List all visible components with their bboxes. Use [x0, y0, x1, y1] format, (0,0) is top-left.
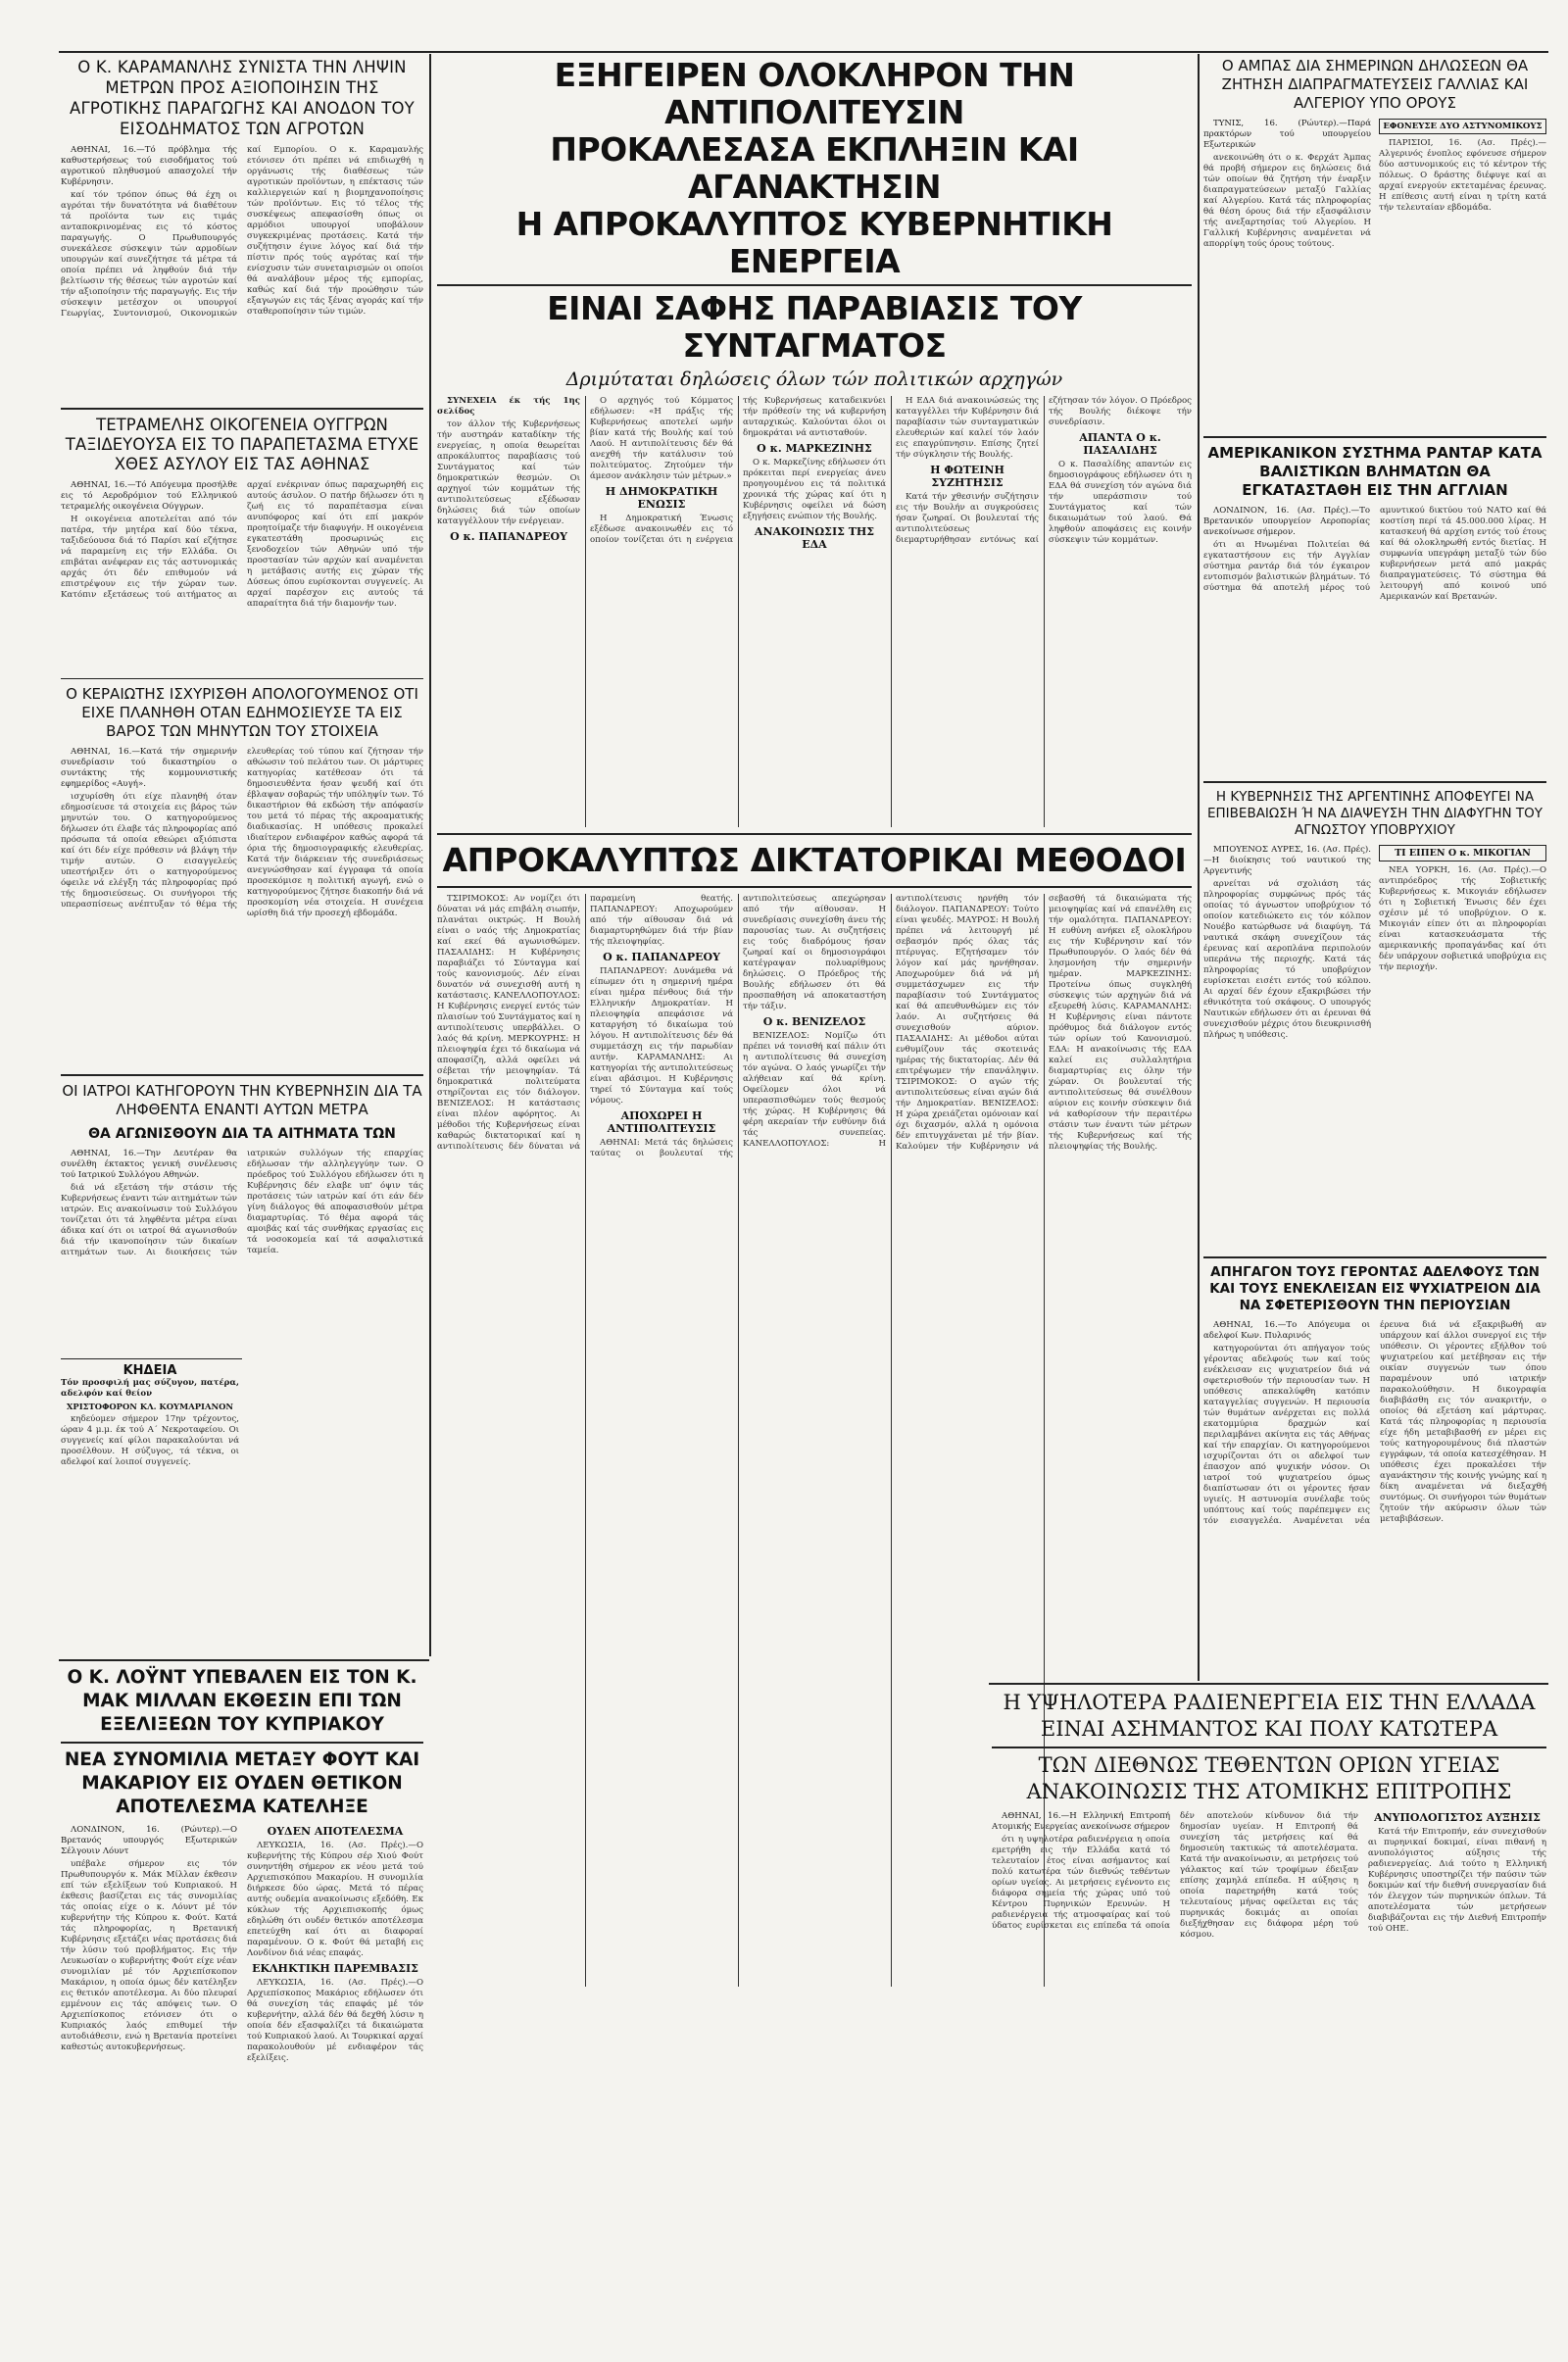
banner-rule	[437, 284, 1192, 286]
body-text: τον άλλον τής Κυβερνήσεως τήν αυστηράν καταδίκην τής ενεργείας, η οποία θεωρείται απροκάλυπτος παραβίασις τού Συντάγματος καί τών δημοκρατικών θεσμών. Οι αρχηγοί τών κομμάτων τής αντιπολιτεύσεως εξέδωσαν δηλώσεις διά τών οποίων καταγγέλλουν τήν ενέργειαν.	[437, 419, 580, 526]
divider	[437, 833, 1192, 835]
article-keraiotis	[61, 685, 423, 1068]
dateline-abbas: ΤΥΝΙΣ, 16. (Ρώυτερ).—Παρά πρακτόρων τού υπουργείου Εξωτερικών	[1203, 119, 1371, 150]
divider	[61, 408, 423, 410]
divider	[437, 886, 1192, 888]
box-mikoyan	[1379, 845, 1546, 861]
article-abbas	[1203, 57, 1546, 430]
headline-cyprus-1: Ο Κ. ΛΟΫΝΤ ΥΠΕΒΑΛΕΝ ΕΙΣ ΤΟΝ Κ. ΜΑΚ ΜΙΛΛΑΝ ΕΚΘΕΣΙΝ ΕΠΙ ΤΩΝ ΕΞΕΛΙΞΕΩΝ ΤΟΥ ΚΥΠΡΙΑΚΟΥ	[67, 1667, 417, 1735]
banner-subtitle: Δριμύταται δηλώσεις όλων τών πολιτικών αρχηγών	[565, 369, 1063, 390]
section-eklektiki: ΕΚΛΗΚΤΙΚΗ ΠΑΡΕΜΒΑΣΙΣ	[252, 1961, 418, 1975]
banner-line-1: ΕΞΗΓΕΙΡΕΝ ΟΛΟΚΛΗΡΟΝ ΤΗΝ ΑΝΤΙΠΟΛΙΤΕΥΣΙΝ	[554, 56, 1075, 131]
banner-line-2: ΠΡΟΚΑΛΕΣΑΣΑ ΕΚΠΛΗΞΙΝ ΚΑΙ ΑΓΑΝΑΚΤΗΣΙΝ	[550, 130, 1079, 206]
headline-brothers: ΑΠΗΓΑΓΟΝ ΤΟΥΣ ΓΕΡΟΝΤΑΣ ΑΔΕΛΦΟΥΣ ΤΩΝ ΚΑΙ ΤΟΥΣ ΕΝΕΚΛΕΙΣΑΝ ΕΙΣ ΨΥΧΙΑΤΡΕΙΟΝ ΔΙΑ ΝΑ ΣΦΕΤΕΡΙΣΘΟΥΝ ΤΗΝ ΠΕΡΙΟΥΣΙΑΝ	[1209, 1264, 1541, 1313]
body-text: κηδεύομεν σήμερον 17ην τρέχοντος, ώραν 4 μ.μ. έκ τού Α΄ Νεκροταφείου. Οι συγγενείς καί φίλοι παρακαλούνται νά προσέλθουν. Η σύζυγος, τά τέκνα, οι αδελφοί καί λοιποί συγγενείς.	[61, 1414, 239, 1467]
section-auxisis: ΑΝΥΠΟΛΟΓΙΣΤΟΣ ΑΥΞΗΣΙΣ	[1374, 1810, 1541, 1824]
headline-keraiotis: Ο ΚΕΡΑΙΩΤΗΣ ΙΣΧΥΡΙΣΘΗ ΑΠΟΛΟΓΟΥΜΕΝΟΣ ΟΤΙ ΕΙΧΕ ΠΛΑΝΗΘΗ ΟΤΑΝ ΕΔΗΜΟΣΙΕΥΣΕ ΤΑ ΕΙΣ ΒΑΡΟΣ ΤΩΝ ΜΗΝΥΤΩΝ ΤΟΥ ΣΤΟΙΧΕΙΑ	[66, 685, 418, 740]
body-text: αρνείται νά σχολιάση τάς πληροφορίας συμφώνως πρός τάς οποίας τό άγνωστον υποβρύχιον τό οποίον κατεδιώκετο εις τόν κόλπον Νουέβο κατώρθωσε νά διαφύγη. Τά ναυτικά σκάφη συνεχίζουν τάς έρευνας καί αεροπλάνα περιπολούν υπεράνω τής περιοχής. Κατά τάς πληροφορίας τό υποβρύχιον ευρίσκεται εισέτι εντός τού κόλπου. Αι αρχαί δέν έχουν εξακριβώσει τήν εθνικότητα τού σκάφους. Ο υπουργός Ναυτικών εδήλωσεν ότι αι έρευναι θά συνεχισθούν μέχρις ότου διευκρινισθή πλήρως η υπόθεσις.	[1203, 879, 1371, 1040]
subhead-doctors: ΘΑ ΑΓΩΝΙΣΘΟΥΝ ΔΙΑ ΤΑ ΑΙΤΗΜΑΤΑ ΤΩΝ	[88, 1125, 396, 1142]
section-papandreou: Ο κ. ΠΑΠΑΝΔΡΕΟΥ	[450, 530, 567, 543]
headline-radio-2: ΤΩΝ ΔΙΕΘΝΩΣ ΤΕΘΕΝΤΩΝ ΟΡΙΩΝ ΥΓΕΙΑΣ ΑΝΑΚΟΙΝΩΣΙΣ ΤΗΣ ΑΤΟΜΙΚΗΣ ΕΠΙΤΡΟΠΗΣ	[1026, 1752, 1512, 1803]
cyprus-article	[61, 1666, 423, 2362]
body-text: ότι η υψηλοτέρα ραδιενέργεια η οποία εμετρήθη εις τήν Ελλάδα κατά τό τελευταίον έτος είναι ασήμαντος καί πολύ κατωτέρα τών διεθνώς τεθέντων ορίων υγείας. Αι μετρήσεις εγένοντο εις διάφορα σημεία τής χώρας υπό τού Κέντρου Πυρηνικών Ερευνών. Η ραδιενέργεια τής ατμοσφαίρας καί τού ύδατος ευρίσκεται εις επίπεδα τά οποία δέν αποτελούν κίνδυνον διά τήν δημοσίαν υγείαν. Η Επιτροπή θά συνεχίση τάς μετρήσεις καί θά δημοσιεύη τακτικώς τά αποτελέσματα. Κατά τήν ανακοίνωσιν, αι μετρήσεις τού γάλακτος καί τών τροφίμων έδειξαν επίσης χαμηλά επίπεδα. Η αύξησις η οποία παρετηρήθη κατά τούς τελευταίους μήνας οφείλεται εις τάς πυρηνικάς δοκιμάς αι οποίαι διεξήχθησαν εις διάφορα μέρη τού κόσμου.	[992, 1810, 1358, 1940]
box-title-mikoyan: ΤΙ ΕΙΠΕΝ Ο κ. ΜΙΚΟΓΙΑΝ	[1395, 848, 1531, 859]
divider	[59, 1659, 429, 1661]
body-text: ισχυρίσθη ότι είχε πλανηθή όταν εδημοσίευσε τά στοιχεία εις βάρος τών μηνυτών του. Ο κατηγορούμενος δήλωσεν ότι έλαβε τάς πληροφορίας από πρόσωπα τά οποία εθεώρει αξιόπιστα καί ότι δέν είχε πρόθεσιν νά βλάψη τήν τιμήν αυτών. Ο εισαγγελεύς υπεστήριξεν ότι ο κατηγορούμενος όφειλε νά ελέγξη τάς πληροφορίας πρό τής δημοσιεύσεως. Οι συνήγοροι τής υπερασπίσεως ανέπτυξαν τό θέμα τής ελευθερίας τού τύπου καί ζήτησαν τήν αθώωσιν τού πελάτου των. Οι μάρτυρες κατηγορίας κατέθεσαν ότι τά δημοσιευθέντα ήσαν ψευδή καί ότι έβλαψαν σοβαρώς τήν υπόληψίν των. Τό δικαστήριον θά εκδώση τήν απόφασίν του μετά τό πέρας τής ακροαματικής διαδικασίας. Η υπόθεσις προκαλεί ιδιαίτερον ενδιαφέρον καθώς αφορά τά όρια τής δημοσιογραφικής ελευθερίας. Κατά τήν διάρκειαν τής συνεδριάσεως ανεγνώσθησαν καί έγγραφα τά οποία προσεκόμισε η πολιτική αγωγή, ενώ ο κατηγορούμενος ζήτησε διακοπήν διά νά προσκομίση νέα στοιχεία. Η συνέχεια ωρίσθη διά τήν προσεχή εβδομάδα.	[61, 747, 423, 918]
section-dim-enosis: Η ΔΗΜΟΚΡΑΤΙΚΗ ΕΝΩΣΙΣ	[605, 485, 718, 511]
body-text: Κατά τήν χθεσινήν συζήτησιν εις τήν Βουλήν αι συγκρούσεις ήσαν ζωηραί. Οι βουλευταί τής αντιπολιτεύσεως διεμαρτυρήθησαν εντόνως καί εζήτησαν τόν λόγον. Ο Πρόεδρος τής Βουλής διέκοψε τήν συνεδρίασιν.	[896, 396, 1192, 545]
headline-doctors: ΟΙ ΙΑΤΡΟΙ ΚΑΤΗΓΟΡΟΥΝ ΤΗΝ ΚΥΒΕΡΝΗΣΙΝ ΔΙΑ ΤΑ ΛΗΦΘΕΝΤΑ ΕΝΑΝΤΙ ΑΥΤΩΝ ΜΕΤΡΑ	[62, 1081, 422, 1118]
section-apoxorei: ΑΠΟΧΩΡΕΙ Η ΑΝΤΙΠΟΛΙΤΕΥΣΙΣ	[607, 1109, 716, 1135]
dateline-karamanlis: ΑΘΗΝΑΙ, 16.—Τό πρόβλημα τής καθυστερήσεως τού εισοδήματος τού αγροτικού πληθυσμού απασχολεί τήν Κυβέρνησιν.	[61, 145, 237, 187]
banner-story-columns	[437, 396, 1192, 827]
right-column	[1203, 57, 1546, 1832]
body-text: ΑΘΗΝΑΙ: Μετά τάς δηλώσεις ταύτας οι βουλευταί τής αντιπολιτεύσεως απεχώρησαν από τήν αίθουσαν. Η συνεδρίασις συνεχίσθη άνευ τής παρουσίας των. Αι συζητήσεις εις τούς διαδρόμους ήσαν ζωηραί καί οι δημοσιογράφοι κατέγραψαν πολυαρίθμους δηλώσεις. Ο Πρόεδρος τής Βουλής εδήλωσεν ότι θά προσπαθήση νά αποκαταστήση τήν τάξιν.	[590, 894, 886, 1158]
divider	[61, 1358, 242, 1360]
dateline-radio: ΑΘΗΝΑΙ, 16.—Η Ελληνική Επιτροπή Ατομικής Ενεργείας ανεκοίνωσε σήμερον	[992, 1810, 1170, 1832]
divider	[61, 678, 423, 680]
divider	[1203, 436, 1546, 438]
body-text: Η ΕΔΑ διά ανακοινώσεώς της καταγγέλλει τήν Κυβέρνησιν διά παραβίασιν τών συνταγματικών ελευθεριών καί καλεί τόν λαόν εις επαγρύπνησιν. Επίσης ζητεί τήν σύγκλησιν τής Βουλής.	[896, 396, 1039, 460]
section-eda: ΑΝΑΚΟΙΝΩΣΙΣ ΤΗΣ ΕΔΑ	[754, 525, 875, 551]
article-doctors	[61, 1082, 423, 1354]
divider	[1203, 781, 1546, 783]
body-text: Κατά τήν Επιτροπήν, εάν συνεχισθούν αι πυρηνικαί δοκιμαί, είναι πιθανή η ανυπολόγιστος αύξησις τής ραδιενεργείας. Διά τούτο η Ελληνική Κυβέρνησις υποστηρίζει τήν παύσιν τών δοκιμών καί τήν διεθνή συνεργασίαν διά τόν έλεγχον τών πυρηνικών όπλων. Τά αποτελέσματα τών μετρήσεων διαβιβάζονται εις τήν Διεθνή Επιτροπήν τού ΟΗΕ.	[1368, 1826, 1546, 1934]
box-astynomikoi	[1379, 119, 1546, 134]
body-text: ΠΑΡΙΣΙΟΙ, 16. (Ασ. Πρές).—Αλγερινός ένοπλος εφόνευσε σήμερον δύο αστυνομικούς εις τό κέντρον τής πόλεως. Ο δράστης διέφυγε καί αι αρχαί ενεργούν εκτεταμένας έρευνας. Η επίθεσις αυτή είναι η τρίτη κατά τήν τελευταίαν εβδομάδα.	[1379, 138, 1546, 213]
dateline-brothers: ΑΘΗΝΑΙ, 16.—Το Απόγευμα οι αδελφοί Κων. Πυλαρινός	[1203, 1320, 1370, 1341]
banner-line-4: ΕΙΝΑΙ ΣΑΦΗΣ ΠΑΡΑΒΙΑΣΙΣ ΤΟΥ ΣΥΝΤΑΓΜΑΤΟΣ	[547, 289, 1082, 365]
body-text: ΛΕΥΚΩΣΙΑ, 16. (Ασ. Πρές).—Ο Αρχιεπίσκοπος Μακάριος εδήλωσεν ότι θά συνεχίση τάς επαφάς μέ τόν κυβερνήτην, αλλά δέν θά δεχθή λύσιν η οποία δέν εξασφαλίζει τά δικαιώματα τού Κυπριακού λαού. Αι Τουρκικαί αρχαί παρακολουθούν μέ ενδιαφέρον τάς εξελίξεις.	[247, 1977, 423, 2063]
column-rule-left	[429, 54, 431, 1656]
divider	[989, 1683, 1548, 1685]
body-text: Ο αρχηγός τού Κόμματος εδήλωσεν: «Η πράξις τής Κυβερνήσεως αποτελεί ωμήν βίαν κατά τής Βουλής καί τού Λαού. Η αντιπολίτευσις δέν θά ανεχθή τήν κατάλυσιν τού πολιτεύματος. Ζητούμεν τήν άμεσον ανάκλησιν τών μέτρων.»	[590, 396, 733, 481]
body-text: ανεκοινώθη ότι ο κ. Φερχάτ Άμπας θά προβή σήμερον εις δηλώσεις διά τών οποίων θά ζητήση τήν έναρξιν διαπραγματεύσεων μεταξύ Γαλλίας καί Αλγερίου. Κατά τάς πληροφορίας θά θέση όρους διά τήν εξασφάλισιν τής ανεξαρτησίας τού Αλγερίου. Η Γαλλική Κυβέρνησις αναμένεται νά απορρίψη τούς όρους τούτους.	[1203, 153, 1371, 249]
article-karamanlis	[61, 57, 423, 402]
column-rule-right	[1198, 54, 1200, 1681]
dateline-keraiotis: ΑΘΗΝΑΙ, 16.—Κατά τήν σημερινήν συνεδρίασιν τού δικαστηρίου ο συντάκτης τής κομμουνιστικής εφημερίδος «Αυγή».	[61, 747, 237, 789]
story-lead: ΣΥΝΕΧΕΙΑ έκ τής 1ης σελίδος	[437, 396, 580, 417]
body-text: κατηγορούνται ότι απήγαγον τούς γέροντας αδελφούς των καί τούς ενέκλεισαν εις ψυχιατρείον διά νά σφετερισθούν τήν περιουσίαν των. Η υπόθεσις απεκαλύφθη κατόπιν καταγγελίας συγγενών. Η περιουσία τών θυμάτων ανέρχεται εις πολλά εκατομμύρια δραχμών καί περιλαμβάνει ακίνητα εις τάς Αθήνας καί τήν επαρχίαν. Οι κατηγορούμενοι ισχυρίζονται ότι οι αδελφοί των έπασχον από ψυχικήν νόσον. Οι ιατροί τού ψυχιατρείου όμως διαπίστωσαν ότι οι γέροντες ήσαν υγιείς. Η αστυνομία συνέλαβε τούς υπόπτους καί τούς παρέπεμψεν εις τόν εισαγγελέα. Αναμένεται νέα έρευνα διά νά εξακριβωθή αν υπάρχουν καί άλλοι συνεργοί εις τήν υπόθεσιν. Οι γέροντες εξήλθον τού ψυχιατρείου καί μετέβησαν εις τήν οικίαν συγγενών των όπου παραμένουν υπό ιατρικήν παρακολούθησιν. Η δικογραφία διαβιβάσθη εις τόν ανακριτήν, ο οποίος θά εξετάση καί μάρτυρας. Κατά τάς πληροφορίας η περιουσία είχε ήδη μεταβιβασθή εν μέρει εις τούς κατηγορουμένους διά πλαστών εγγράφων, τά οποία κατεσχέθησαν. Η υπόθεσις έχει προκαλέσει τήν αγανάκτησιν τής κοινής γνώμης καί η δίκη αναμένεται νά διεξαχθή συντόμως. Οι συνήγοροι τών θυμάτων ζητούν τήν ακύρωσιν όλων τών μεταβιβάσεων.	[1203, 1320, 1546, 1526]
radioactivity-article	[992, 1690, 1546, 2329]
dateline-radar: ΛΟΝΔΙΝΟΝ, 16. (Ασ. Πρές).—Το Βρετανικόν υπουργείον Αεροπορίας ανεκοίνωσε σήμερον.	[1203, 506, 1370, 537]
headline-radio-1: Η ΥΨΗΛΟΤΕΡΑ ΡΑΔΙΕΝΕΡΓΕΙΑ ΕΙΣ ΤΗΝ ΕΛΛΑΔΑ ΕΙΝΑΙ ΑΣΗΜΑΝΤΟΣ ΚΑΙ ΠΟΛΥ ΚΑΤΩΤΕΡΑ	[1003, 1691, 1536, 1741]
section-syzitisis: Η ΦΩΤΕΙΝΗ ΣΥΖΗΤΗΣΙΣ	[930, 464, 1004, 489]
divider	[992, 1747, 1546, 1748]
box-title-astynomikoi: ΕΦΟΝΕΥΣΕ ΔΥΟ ΑΣΤΥΝΟΜΙΚΟΥΣ	[1383, 122, 1543, 131]
dateline-doctors: ΑΘΗΝΑΙ, 16.—Την Δευτέραν θα συνέλθη έκτακτος γενική συνέλευσις τού Ιατρικού Συλλόγου Αθηνών.	[61, 1148, 237, 1180]
headline-argentina: Η ΚΥΒΕΡΝΗΣΙΣ ΤΗΣ ΑΡΓΕΝΤΙΝΗΣ ΑΠΟΦΕΥΓΕΙ ΝΑ ΕΠΙΒΕΒΑΙΩΣΗ Ή ΝΑ ΔΙΑΨΕΥΣΗ ΤΗΝ ΔΙΑΦΥΓΗΝ ΤΟΥ ΑΓΝΩΣΤΟΥ ΥΠΟΒΡΥΧΙΟΥ	[1206, 789, 1543, 838]
article-argentina	[1203, 789, 1546, 1251]
headline-karamanlis: Ο Κ. ΚΑΡΑΜΑΝΛΗΣ ΣΥΝΙΣΤΑ ΤΗΝ ΛΗΨΙΝ ΜΕΤΡΩΝ ΠΡΟΣ ΑΞΙΟΠΟΙΗΣΙΝ ΤΗΣ ΑΓΡΟΤΙΚΗΣ ΠΑΡΑΓΩΓΗΣ ΚΑΙ ΑΝΟΔΟΝ ΤΟΥ ΕΙΣΟΔΗΜΑΤΟΣ ΤΩΝ ΑΓΡΟΤΩΝ	[70, 58, 415, 138]
banner-line-3: Η ΑΠΡΟΚΑΛΥΠΤΟΣ ΚΥΒΕΡΝΗΤΙΚΗ ΕΝΕΡΓΕΙΑ	[515, 205, 1113, 280]
body-text: καί τόν τρόπον όπως θά έχη οι αγρόται τήν δυνατότητα νά διαθέτουν τά προϊόντα των εις τιμάς ανταποκρινομένας εις τό κόστος παραγωγής. Ο Πρωθυπουργός συνεκάλεσε σύσκεψιν τών αρμοδίων υπουργών καί συνεζήτησε τά μέτρα τά οποία πρέπει νά ληφθούν διά τήν βελτίωσιν τής θέσεως τών αγροτών καί τήν αξιοποίησιν τής παραγωγής. Εις τήν σύσκεψιν μετέσχον οι υπουργοί Γεωργίας, Συντονισμού, Οικονομικών καί Εμπορίου. Ο κ. Καραμανλής ετόνισεν ότι πρέπει νά επιδιωχθή η οργάνωσις τής διαθέσεως τών αγροτικών προϊόντων, η επέκτασις τών καλλιεργειών καί η βιομηχανοποίησις τών προϊόντων. Εις τό τέλος τής συσκέψεως απεφασίσθη όπως οι αρμόδιοι υπουργοί υποβάλουν συγκεκριμένας προτάσεις. Κατά τήν συζήτησιν έγινε λόγος καί διά τήν πίστιν πρός τούς αγρότας καί τήν ενίσχυσιν τών συνεταιρισμών οι οποίοι θά αναλάβουν μέρος τής εμπορίας, καθώς καί διά τήν προώθησιν τών εξαγωγών εις τάς ξένας αγοράς καί τήν σταθεροποίησιν τών τιμών.	[61, 145, 423, 319]
section-venizelos: Ο κ. ΒΕΝΙΖΕΛΟΣ	[762, 1015, 866, 1028]
body-text: διά νά εξετάση τήν στάσιν τής Κυβερνήσεως έναντι τών αιτημάτων τών ιατρών. Εις ανακοίνωσιν τού Συλλόγου τονίζεται ότι τά ληφθέντα μέτρα είναι άδικα καί ότι οι ιατροί θά αγωνισθούν διά τήν ικανοποίησιν τών δικαίων αιτημάτων των. Αι διοικήσεις τών ιατρικών συλλόγων τής επαρχίας εδήλωσαν τήν αλληλεγγύην των. Ο πρόεδρος τού Συλλόγου εδήλωσεν ότι η Κυβέρνησις δέν ελαβε υπ' όψιν τάς προτάσεις τών ιατρών καί ότι εάν δέν γίνη διάλογος θά αποφασισθούν μέτρα διαμαρτυρίας. Τό θέμα αφορά τάς αμοιβάς καί τάς συνθήκας εργασίας εις τά νοσοκομεία καί τά ασφαλιστικά ταμεία.	[61, 1148, 423, 1257]
divider	[61, 1074, 423, 1076]
body-text: ΠΑΠΑΝΔΡΕΟΥ: Δυνάμεθα νά είπωμεν ότι η σημερινή ημέρα είναι ημέρα πένθους διά τήν Ελληνικήν Δημοκρατίαν. Η πλειοψηφία απεφάσισε νά καταργήση τό δικαίωμα τού λόγου. Η αντιπολίτευσις δέν θά συμμετάσχη εις τήν παρωδίαν αυτήν. ΚΑΡΑΜΑΝΛΗΣ: Αι κατηγορίαι τής αντιπολιτεύσεως είναι αβάσιμοι. Η Κυβέρνησις τηρεί τό Σύνταγμα καί τούς νόμους.	[590, 966, 733, 1106]
headline-hungarians: ΤΕΤΡΑΜΕΛΗΣ ΟΙΚΟΓΕΝΕΙΑ ΟΥΓΓΡΩΝ ΤΑΞΙΔΕΥΟΥΣΑ ΕΙΣ ΤΟ ΠΑΡΑΠΕΤΑΣΜΑ ΕΤΥΧΕ ΧΘΕΣ ΑΣΥΛΟΥ ΕΙΣ ΤΑΣ ΑΘΗΝΑΣ	[65, 415, 419, 473]
body-text: Η Δημοκρατική Ένωσις εξέδωσε ανακοινωθέν εις τό οποίον τονίζεται ότι η ενέργεια τής Κυβερνήσεως καταδεικνύει τήν πρόθεσίν της νά κυβερνήση αυταρχικώς. Καλούνται όλοι οι δημοκράται νά αντισταθούν.	[590, 396, 886, 545]
body-text: ΤΣΙΡΙΜΟΚΟΣ: Αν νομίζει ότι δύναται νά μάς επιβάλη σιωπήν, πλανάται οικτρώς. Η Βουλή είναι ο ναός τής Δημοκρατίας καί εκεί θά αγωνισθώμεν. ΠΑΣΑΛΙΔΗΣ: Η Κυβέρνησις παραβιάζει τό Σύνταγμα καί τούς κανονισμούς. Δέν είναι δυνατόν νά συνεχισθή αυτή η κατάστασις. ΚΑΝΕΛΛΟΠΟΥΛΟΣ: Η Κυβέρνησις ενεργεί εντός τών πλαισίων τού Συντάγματος καί η αντιπολίτευσις υπερβάλλει. Ο λαός θά κρίνη. ΜΕΡΚΟΥΡΗΣ: Η πλειοψηφία έχει τό δικαίωμα νά αποφασίζη, αλλά οφείλει νά σέβεται τήν μειοψηφίαν. Τά δημοκρατικά πολιτεύματα στηρίζονται εις τόν διάλογον. ΒΕΝΙΖΕΛΟΣ: Η κατάστασις είναι πλέον αφόρητος. Αι μέθοδοι τής Κυβερνήσεως είναι καθαρώς δικτατορικαί καί η αντιπολίτευσις δέν δύναται νά παραμείνη θεατής. ΠΑΠΑΝΔΡΕΟΥ: Αποχωρούμεν από τήν αίθουσαν διά νά διαμαρτυρηθώμεν διά τήν βίαν τής πλειοψηφίας.	[437, 894, 733, 1152]
second-banner: ΑΠΡΟΚΑΛΥΠΤΩΣ ΔΙΚΤΑΤΟΡΙΚΑΙ ΜΕΘΟΔΟΙ	[442, 841, 1187, 879]
body-text: ΝΕΑ ΥΟΡΚΗ, 16. (Ασ. Πρές).—Ο αντιπρόεδρος τής Σοβιετικής Κυβερνήσεως κ. Μικογιάν εδήλωσεν ότι η Σοβιετική Ένωσις δέν έχει σχέσιν μέ τό υποβρύχιον. Ο κ. Μικογιάν είπεν ότι αι πληροφορίαι είναι κατασκευάσματα τής αμερικανικής προπαγάνδας καί ότι δέν υπάρχουν σοβιετικά υποβρύχια εις τήν περιοχήν.	[1379, 865, 1546, 972]
notice-lead: Τόν προσφιλή μας σύζυγον, πατέρα, αδελφόν καί θείον	[61, 1378, 239, 1399]
dateline-hungarians: ΑΘΗΝΑΙ, 16.—Τό Απόγευμα προσήλθε εις τό Αεροδρόμιον τού Ελληνικού τετραμελής οικογένεια Ούγγρων.	[61, 479, 237, 512]
notice-title: ΚΗΔΕΙΑ	[122, 1363, 177, 1378]
main-banner	[437, 57, 1192, 390]
headline-radar: ΑΜΕΡΙΚΑΝΙΚΟΝ ΣΥΣΤΗΜΑ ΡΑΝΤΑΡ ΚΑΤΑ ΒΑΛΙΣΤΙΚΩΝ ΒΛΗΜΑΤΩΝ ΘΑ ΕΓΚΑΤΑΣΤΑΘΗ ΕΙΣ ΤΗΝ ΑΓΓΛΙΑΝ	[1207, 444, 1543, 499]
body-text: Ο κ. Πασαλίδης απαντών εις δημοσιογράφους εδήλωσεν ότι η ΕΔΑ θά συνεχίση τόν αγώνα διά τήν υπεράσπισιν τού Συντάγματος καί τών δικαιωμάτων τού λαού. Θά ληφθούν αποφάσεις εις κοινήν σύσκεψιν τών κομμάτων.	[1049, 460, 1192, 545]
body-text: Ο κ. Μαρκεζίνης εδήλωσεν ότι πρόκειται περί ενεργείας άνευ προηγουμένου εις τά πολιτικά χρονικά τής χώρας καί ότι η Κυβέρνησις οφείλει νά δώση εξηγήσεις ενώπιον τής Βουλής.	[743, 458, 886, 521]
body-text: ότι αι Ηνωμέναι Πολιτείαι θά εγκαταστήσουν εις τήν Αγγλίαν σύστημα ραντάρ διά τόν έγκαιρον εντοπισμόν βαλιστικών βλημάτων. Τό σύστημα θά αποτελή μέρος τού αμυντικού δικτύου τού ΝΑΤΟ καί θά κοστίση περί τά 45.000.000 λίρας. Η κατασκευή θά αρχίση εντός τού έτους καί θά ολοκληρωθή εντός διετίας. Η συμφωνία υπεγράφη μεταξύ τών δύο κυβερνήσεων μετά από μακράς διαπραγματεύσεις. Τό σύστημα θά λειτουργή από κοινού υπό Αμερικανών καί Βρετανών.	[1203, 506, 1546, 602]
section-markezinis: Ο κ. ΜΑΡΚΕΖΙΝΗΣ	[757, 442, 872, 455]
body-text: υπέβαλε σήμερον εις τόν Πρωθυπουργόν κ. Μάκ Μίλλαν έκθεσιν επί τών εξελίξεων τού Κυπριακού. Η έκθεσις βασίζεται εις τάς συνομιλίας τάς οποίας είχε ο κ. Λόυντ μέ τόν κυβερνήτην τής Κύπρου κ. Φούτ. Κατά τάς πληροφορίας, η Βρετανική Κυβέρνησις εξετάζει νέας προτάσεις διά τήν λύσιν τού προβλήματος. Εις τήν Λευκωσίαν ο κυβερνήτης Φούτ είχε νέαν συνομιλίαν μέ τόν Αρχιεπίσκοπον Μακάριον, η οποία όμως δέν κατέληξεν εις θετικόν αποτέλεσμα. Αι δύο πλευραί εμμένουν εις τάς απόψεις των. Ο Αρχιεπίσκοπος ετόνισεν ότι ο Κυπριακός λαός επιθυμεί τήν αυτοδιάθεσιν, ενώ η Βρετανία προτείνει καθεστώς αυτοκυβερνήσεως.	[61, 1858, 237, 2052]
article-radar	[1203, 444, 1546, 775]
dateline-argentina: ΜΠΟΥΕΝΟΣ ΑΫΡΕΣ, 16. (Ασ. Πρές).—Η διοίκησις τού ναυτικού της Αργεντινής	[1203, 845, 1371, 876]
top-rule	[59, 51, 1548, 53]
notice-name: ΧΡΙΣΤΟΦΟΡΟΝ ΚΛ. ΚΟΥΜΑΡΙΑΝΟΝ	[66, 1402, 234, 1411]
section-pasalidis: ΑΠΑΝΤΑ Ο κ. ΠΑΣΑΛΙΔΗΣ	[1079, 431, 1161, 457]
section-ouden: ΟΥΔΕΝ ΑΠΟΤΕΛΕΣΜΑ	[267, 1824, 404, 1838]
section-papandreou-2: Ο κ. ΠΑΠΑΝΔΡΕΟΥ	[603, 951, 720, 963]
body-text: ΛΕΥΚΩΣΙΑ, 16. (Ασ. Πρές).—Ο κυβερνήτης τής Κύπρου σέρ Χιού Φούτ συνηντήθη σήμερον εκ νέου μετά τού Αρχιεπισκόπου Μακαρίου. Η συνομιλία διήρκεσε δύο ώρας. Μετά τό πέρας αυτής ουδεμία ανακοίνωσις εξεδόθη. Εκ κύκλων τής Αρχιεπισκοπής όμως εδηλώθη ότι ουδέν θετικόν αποτέλεσμα επετεύχθη καί ότι αι διαφοραί παραμένουν. Ο κ. Φούτ θά μεταβή εις Λονδίνον διά νέας επαφάς.	[247, 1840, 423, 1958]
divider	[61, 1742, 423, 1744]
body-text: Η οικογένεια αποτελείται από τόν πατέρα, τήν μητέρα καί δύο τέκνα, ταξιδεύουσα διά τό Παρίσι καί εζήτησε νά παραμείνη εις τήν Ελλάδα. Οι επιβάται ανέφεραν εις τάς αστυνομικάς αρχάς ότι δέν επιθυμούν νά επιστρέψουν εις τήν χώραν των. Κατόπιν εξετάσεως τού αιτήματος αι αρχαί ενέκριναν όπως παραχωρηθή εις αυτούς άσυλον. Ο πατήρ δήλωσεν ότι η ζωή εις τό παραπέτασμα είναι ανυπόφορος καί ότι επί μακρόν προητοίμαζε τήν διαφυγήν. Η οικογένεια εγκατεστάθη προσωρινώς εις ξενοδοχείον τών Αθηνών υπό τήν προστασίαν τών αρχών καί αναμένεται η μετάβασις αυτής εις χώραν τής Δύσεως όπου ευρίσκονται συγγενείς. Αι αρχαί παρέσχον εις αυτούς τά απαραίτητα διά τήν διαμονήν των.	[61, 479, 423, 609]
article-hungarians	[61, 416, 423, 672]
body-text: ΒΕΝΙΖΕΛΟΣ: Νομίζω ότι πρέπει νά τονισθή καί πάλιν ότι η αντιπολίτευσις θά συνεχίση τόν αγώνα. Ο λαός γνωρίζει τήν αλήθειαν καί θά κρίνη. Οφείλομεν όλοι νά υπερασπισθώμεν τούς θεσμούς τής χώρας. Η Κυβέρνησις θά φέρη ακεραίαν τήν ευθύνην διά τάς συνεπείας. ΚΑΝΕΛΛΟΠΟΥΛΟΣ: Η αντιπολίτευσις ηρνήθη τόν διάλογον. ΠΑΠΑΝΔΡΕΟΥ: Τούτο είναι ψευδές. ΜΑΥΡΟΣ: Η Βουλή πρέπει νά λειτουργή μέ σεβασμόν πρός όλας τάς πτέρυγας. Εζητήσαμεν τόν λόγον καί μάς ηρνήθησαν. Αποχωρούμεν διά νά μή συμμετάσχωμεν εις τήν παραβίασιν τού Συντάγματος καί θά απευθυνθώμεν εις τόν λαόν. Αι συζητήσεις θά συνεχισθούν αύριον. ΠΑΣΑΛΙΔΗΣ: Αι μέθοδοι αύται ενθυμίζουν τάς σκοτεινάς ημέρας τής δικτατορίας. Δέν θά επιτρέψωμεν τήν επανάληψιν. ΤΣΙΡΙΜΟΚΟΣ: Ο αγών τής αντιπολιτεύσεως είναι αγών διά τήν Δημοκρατίαν. ΒΕΝΙΖΕΛΟΣ: Η χώρα χρειάζεται ομόνοιαν καί όχι διχασμόν, αλλά η ομόνοια δέν επιτυγχάνεται μέ τήν βίαν. Καλούμεν τήν Κυβέρνησιν νά σεβασθή τά δικαιώματα τής μειοψηφίας καί νά επανέλθη εις τήν ομαλότητα. ΠΑΠΑΝΔΡΕΟΥ: Η ευθύνη ανήκει εξ ολοκλήρου εις τήν Κυβέρνησιν καί τόν Πρωθυπουργόν. Ο λαός δέν θά λησμονήση τήν σημερινήν ημέραν. ΜΑΡΚΕΖΙΝΗΣ: Προτείνω όπως συγκληθή σύσκεψις τών αρχηγών διά νά εξευρεθή λύσις. ΚΑΡΑΜΑΝΛΗΣ: Η Κυβέρνησις είναι πάντοτε πρόθυμος διά διάλογον εντός τών ορίων τού Κανονισμού. ΕΔΑ: Η ανακοίνωσις τής ΕΔΑ καλεί εις συλλαλητήρια διαμαρτυρίας εις όλην τήν χώραν. Οι βουλευταί τής αντιπολιτεύσεως θά συνέλθουν αύριον εις κοινήν σύσκεψιν διά νά καθορίσουν τήν περαιτέρω στάσιν των έναντι τών μέτρων τής Κυβερνήσεως καί τής πλειοψηφίας τής Βουλής.	[743, 894, 1192, 1152]
funeral-notice	[61, 1363, 239, 1510]
headline-cyprus-2: ΝΕΑ ΣΥΝΟΜΙΛΙΑ ΜΕΤΑΞΥ ΦΟΥΤ ΚΑΙ ΜΑΚΑΡΙΟΥ ΕΙΣ ΟΥΔΕΝ ΘΕΤΙΚΟΝ ΑΠΟΤΕΛΕΣΜΑ ΚΑΤΕΛΗΞΕ	[64, 1748, 420, 1817]
left-column	[61, 57, 423, 1510]
headline-abbas: Ο ΑΜΠΑΣ ΔΙΑ ΣΗΜΕΡΙΝΩΝ ΔΗΛΩΣΕΩΝ ΘΑ ΖΗΤΗΣΗ ΔΙΑΠΡΑΓΜΑΤΕΥΣΕΙΣ ΓΑΛΛΙΑΣ ΚΑΙ ΑΛΓΕΡΙΟΥ ΥΠΟ ΟΡΟΥΣ	[1221, 57, 1529, 112]
divider	[1203, 1256, 1546, 1258]
dateline-cyprus: ΛΟΝΔΙΝΟΝ, 16. (Ρώυτερ).—Ο Βρετανός υπουργός Εξωτερικών Σέλγουιν Λόυντ	[61, 1824, 237, 1856]
